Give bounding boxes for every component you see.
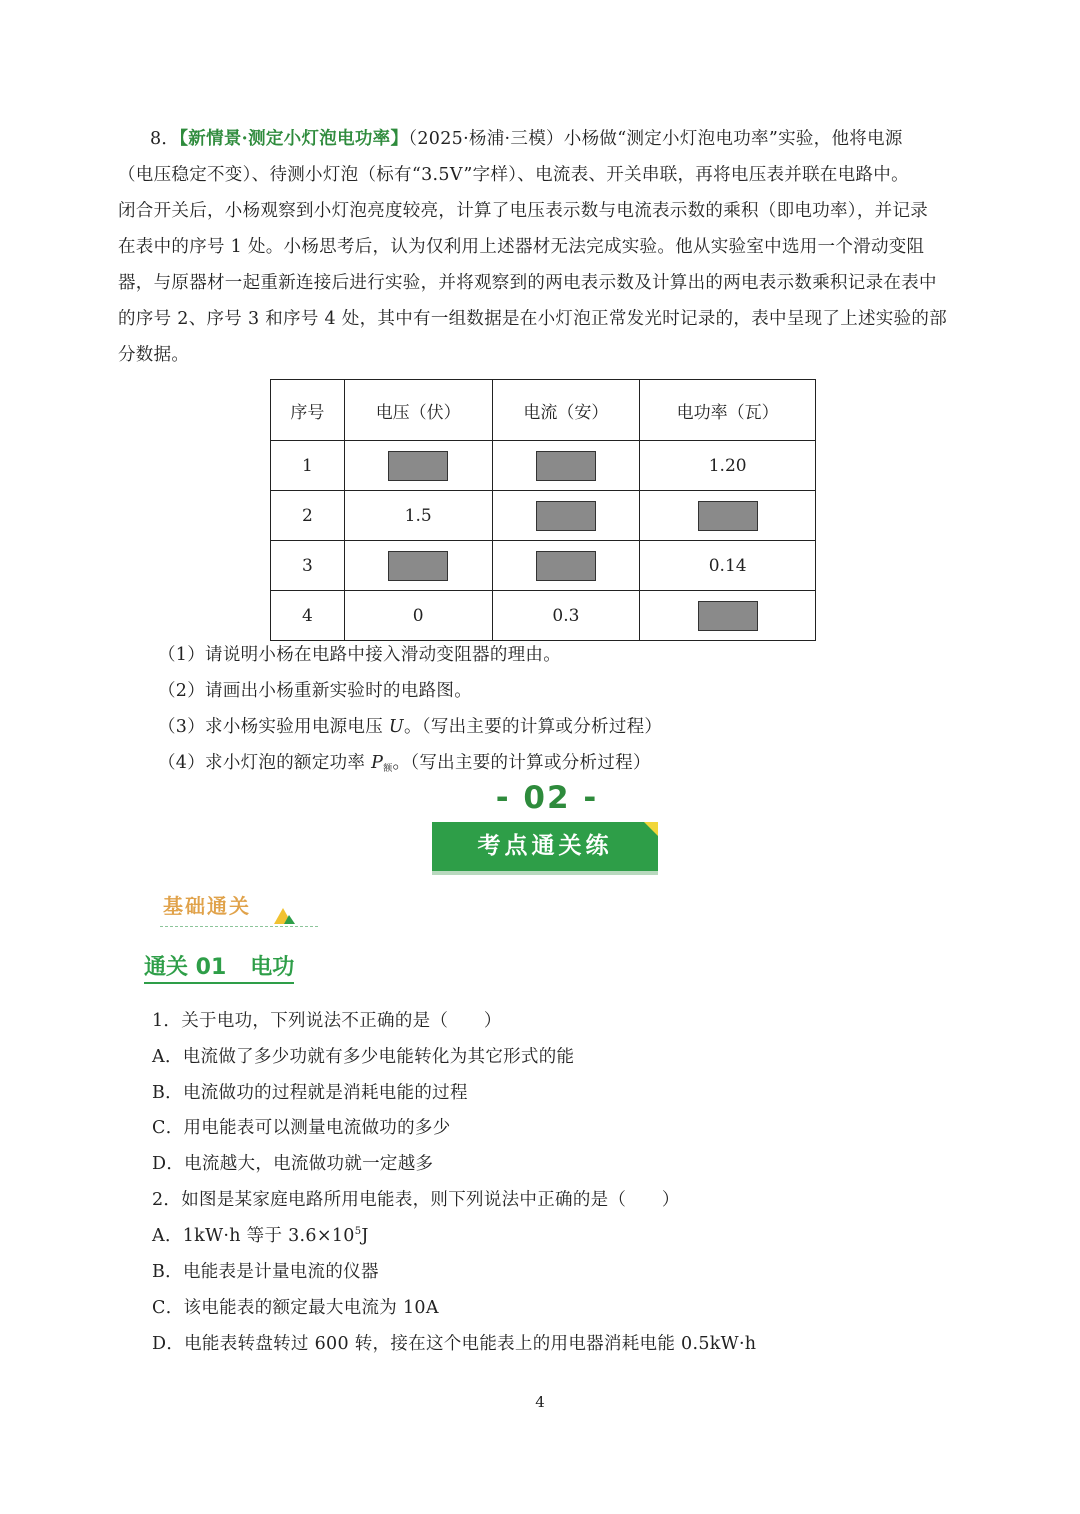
table-cell: 0.3 <box>492 591 640 641</box>
problem-line-1: （2025·杨浦·三模）小杨做“测定小灯泡电功率”实验，他将电源 <box>408 129 903 149</box>
table-cell: 1.20 <box>640 441 816 491</box>
power-symbol: P <box>371 753 384 773</box>
question-1-option-d: D．电流越大，电流做功就一定越多 <box>152 1154 434 1174</box>
table-cell-covered <box>640 591 816 641</box>
table-row <box>271 591 816 641</box>
question-1-option-a: A．电流做了多少功就有多少电能转化为其它形式的能 <box>152 1047 575 1067</box>
problem-tag: 【新情景·测定小灯泡电功率】 <box>179 129 409 149</box>
banner-corner-decoration <box>644 822 658 836</box>
pass-topic: 电功 <box>250 955 295 980</box>
problem-line-4: 在表中的序号 1 处。小杨思考后，认为仅利用上述器材无法完成实验。他从实验室中选用一个滑动变阻 <box>118 237 925 257</box>
table-cell-covered <box>492 541 640 591</box>
covered-value-block <box>536 551 596 581</box>
pass-heading <box>144 950 294 984</box>
question-1-option-b: B．电流做功的过程就是消耗电能的过程 <box>152 1083 468 1103</box>
rated-subscript: 额 <box>383 764 393 774</box>
covered-value-block <box>388 451 448 481</box>
option-a-unit: J <box>361 1226 369 1246</box>
table-cell-covered <box>492 491 640 541</box>
covered-value-block <box>698 601 758 631</box>
section-title: 考点通关练 <box>477 833 613 859</box>
table-header: 电压（伏） <box>344 380 492 441</box>
table-cell-covered <box>344 541 492 591</box>
problem-8-text <box>118 121 970 373</box>
option-a-text: A．1kW·h 等于 3.6×10 <box>152 1226 355 1246</box>
section-number: - 02 - <box>495 780 599 816</box>
level-underline <box>160 926 318 927</box>
table-cell: 0.14 <box>640 541 816 591</box>
covered-value-block <box>536 451 596 481</box>
problem-line-3: 闭合开关后，小杨观察到小灯泡亮度较亮，计算了电压表示数与电流表示数的乘积（即电功率），并记录 <box>118 201 929 221</box>
table-cell: 2 <box>271 491 345 541</box>
sub-question-3-tail: 。（写出主要的计算或分析过程） <box>403 717 663 737</box>
sub-question-4 <box>158 749 651 774</box>
voltage-symbol: U <box>388 717 404 737</box>
problem-line-5: 器，与原器材一起重新连接后进行实验，并将观察到的两电表示数及计算出的两电表示数乘积记录在表中 <box>118 273 937 293</box>
table-row <box>271 441 816 491</box>
section-title-banner <box>432 822 658 871</box>
table-header: 电流（安） <box>492 380 640 441</box>
covered-value-block <box>388 551 448 581</box>
question-2-stem: 2．如图是某家庭电路所用电能表，则下列说法中正确的是（ ） <box>152 1190 680 1210</box>
question-2-option-a <box>152 1222 369 1247</box>
question-2-option-c: C．该电能表的额定最大电流为 10A <box>152 1298 439 1318</box>
mountain-icon <box>272 905 296 925</box>
sub-question-3-text: （3）求小杨实验用电源电压 <box>158 717 389 737</box>
question-1-option-c: C．用电能表可以测量电流做功的多少 <box>152 1118 451 1138</box>
problem-line-6: 的序号 2、序号 3 和序号 4 处，其中有一组数据是在小灯泡正常发光时记录的，表中呈现了上述实验的部 <box>118 309 948 329</box>
table-cell: 1 <box>271 441 345 491</box>
sub-question-2: （2）请画出小杨重新实验时的电路图。 <box>158 681 473 701</box>
table-cell-covered <box>492 441 640 491</box>
table-header: 电功率（瓦） <box>640 380 816 441</box>
banner-shadow <box>432 871 658 875</box>
table-cell-covered <box>640 491 816 541</box>
data-table <box>270 379 816 641</box>
table-cell: 0 <box>344 591 492 641</box>
problem-number: 8． <box>150 129 180 149</box>
exponent: 5 <box>354 1226 362 1238</box>
table-cell-covered <box>344 441 492 491</box>
question-2-option-d: D．电能表转盘转过 600 转，接在这个电能表上的用电器消耗电能 0.5kW·h <box>152 1334 757 1354</box>
page-number: 4 <box>535 1393 545 1411</box>
level-heading: 基础通关 <box>163 894 251 918</box>
table-row <box>271 491 816 541</box>
sub-question-4-tail: 。（写出主要的计算或分析过程） <box>392 753 651 773</box>
covered-value-block <box>536 501 596 531</box>
question-1-stem: 1．关于电功，下列说法不正确的是（ ） <box>152 1011 502 1031</box>
pass-label: 通关 01 <box>144 955 227 980</box>
sub-question-4-text: （4）求小灯泡的额定功率 <box>158 753 372 773</box>
table-cell: 1.5 <box>344 491 492 541</box>
table-header-row <box>271 380 816 441</box>
table-row <box>271 541 816 591</box>
covered-value-block <box>698 501 758 531</box>
table-cell: 4 <box>271 591 345 641</box>
table-cell: 3 <box>271 541 345 591</box>
table-header: 序号 <box>271 380 345 441</box>
sub-question-1: （1）请说明小杨在电路中接入滑动变阻器的理由。 <box>158 645 562 665</box>
sub-question-3 <box>158 713 662 738</box>
problem-line-7: 分数据。 <box>118 345 190 365</box>
problem-line-2: （电压稳定不变）、待测小灯泡（标有“3.5V”字样）、电流表、开关串联，再将电压表并联在电路中。 <box>118 165 909 185</box>
question-2-option-b: B．电能表是计量电流的仪器 <box>152 1262 379 1282</box>
